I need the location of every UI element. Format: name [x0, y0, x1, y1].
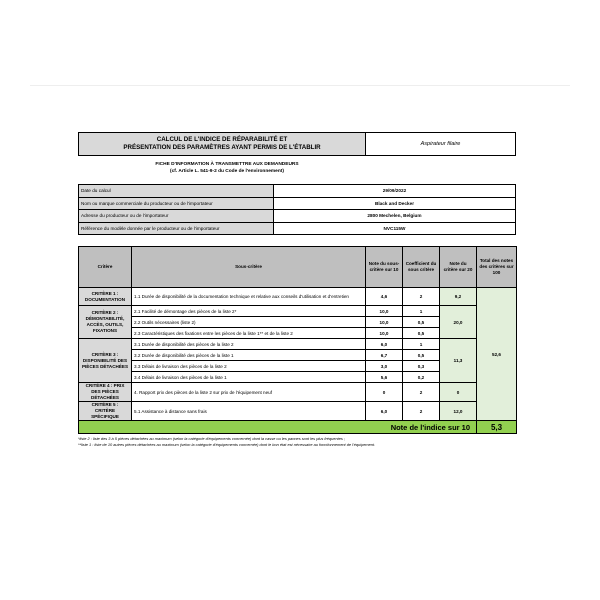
info-row: [79, 198, 515, 211]
subtitle-line-1: FICHE D'INFORMATION À TRANSMETTRE AUX DEMANDEURS: [155, 162, 299, 167]
info-value: NVC115W: [383, 225, 406, 231]
criterion-name: CRITÈRE 4 : PRIX DES PIÈCES DÉTACHÉES: [79, 383, 132, 402]
footnote-list-2: *liste 2 : liste des 3 à 5 pièces détachées au maximum (selon la catégorie d'équipements concernée) dont la casse ou les pannes sont les plus fréquentes ;: [78, 436, 345, 441]
top-divider: [30, 85, 570, 86]
table-row: [79, 402, 517, 421]
subcriterion-label: 3.4 Délais de livraison des pièces de la liste 1: [132, 372, 366, 383]
table-row: [79, 383, 517, 402]
final-score-value: 5,3: [477, 421, 517, 434]
subcriterion-note: 3,0: [366, 361, 403, 372]
col-header-total: Total des notes des critères sur 100: [477, 247, 517, 288]
criterion-name: CRITÈRE 5 : CRITÈRE SPÉCIFIQUE: [79, 402, 132, 421]
subcriterion-label: 1.1 Durée de disponibilité de la documentation technique et relative aux conseils d'utilisation et d'entretien: [132, 288, 366, 306]
info-value: 29/09/2022: [382, 188, 407, 194]
subcriterion-note: 5,6: [366, 372, 403, 383]
info-value: Black and Decker: [374, 200, 415, 206]
subcriterion-coef: 1: [403, 339, 440, 350]
footnote-list-1: **liste 1 : liste de 10 autres pièces détachées au maximum (selon la catégorie d'équipements concernée) dont le bon état est nécessaire au fonctionnement de l'équipement.: [78, 441, 376, 447]
table-row: [79, 288, 517, 306]
subcriterion-coef: 0,2: [403, 372, 440, 383]
criterion-name: CRITÈRE 3 : DISPONIBILITÉ DES PIÈCES DÉTACHÉES: [79, 339, 132, 383]
subcriterion-note: 6,0: [366, 339, 403, 350]
score-table: [78, 246, 517, 434]
info-label: Date du calcul: [79, 185, 274, 197]
subcriterion-coef: 0,5: [403, 350, 440, 361]
info-row: [79, 185, 515, 198]
table-header-row: [79, 247, 517, 288]
col-header-coefficient: Coefficient du sous critère: [403, 247, 440, 288]
footnotes: [78, 436, 516, 447]
criterion-score: 11,3: [440, 339, 477, 383]
info-label: Adresse du producteur ou de l'importateur: [79, 210, 274, 222]
subcriterion-label: 2.2 Outils nécessaires (liste 2): [132, 317, 366, 328]
final-score-row: [79, 421, 517, 434]
criterion-score: 20,0: [440, 306, 477, 339]
criterion-score: 12,0: [440, 402, 477, 421]
subcriterion-label: 3.3 Délais de livraison des pièces de la liste 2: [132, 361, 366, 372]
subcriterion-coef: 2: [403, 383, 440, 402]
col-header-criterion: Critère: [79, 247, 132, 288]
info-value: 2800 Mechelen, Belgium: [367, 213, 422, 219]
subcriterion-note: 10,0: [366, 306, 403, 317]
subcriterion-coef: 2: [403, 402, 440, 421]
repairability-sheet: [78, 132, 516, 447]
subcriterion-label: 2.1 Facilité de démontage des pièces de la liste 2*: [132, 306, 366, 317]
col-header-note: Note du sous-critère sur 10: [366, 247, 403, 288]
subcriterion-note: 4,6: [366, 288, 403, 306]
subcriterion-label: 5.1 Assistance à distance sans frais: [132, 402, 366, 421]
subcriterion-coef: 2: [403, 288, 440, 306]
criterion-score: 9,2: [440, 288, 477, 306]
sheet-title: [79, 133, 366, 155]
info-label: Nom ou marque commerciale du producteur ou de l'importateur: [79, 198, 274, 210]
subcriterion-coef: 0,5: [403, 328, 440, 339]
col-header-criterion-score: Note du critère sur 20: [440, 247, 477, 288]
info-row: [79, 223, 515, 235]
subcriterion-note: 6,0: [366, 402, 403, 421]
table-row: [79, 339, 517, 350]
subcriterion-coef: 0,3: [403, 361, 440, 372]
subcriterion-label: 4. Rapport prix des pièces de la liste 2 sur prix de l'équipement neuf: [132, 383, 366, 402]
subcriterion-note: 0: [366, 383, 403, 402]
info-table: [78, 184, 516, 235]
subcriterion-note: 10,0: [366, 328, 403, 339]
criterion-name: CRITÈRE 2 : DÉMONTABILITÉ, ACCÈS, OUTILS, FIXATIONS: [79, 306, 132, 339]
title-line-1: CALCUL DE L'INDICE DE RÉPARABILITÉ ET: [156, 136, 288, 143]
subcriterion-label: 3.2 Durée de disponibilité des pièces de la liste 1: [132, 350, 366, 361]
subtitle-line-2: (cf. Article L. 541-9-2 du Code de l'environnement): [170, 168, 284, 174]
col-header-subcriterion: Sous-critère: [132, 247, 366, 288]
table-row: [79, 306, 517, 317]
info-row: [79, 210, 515, 223]
subcriterion-label: 2.3 Caractéristiques des fixations entre les pièces de la liste 1** et de la liste 2: [132, 328, 366, 339]
final-score-label: Note de l'indice sur 10: [79, 421, 477, 434]
info-label: Référence du modèle donnée par le producteur ou de l'importateur: [79, 223, 274, 235]
sheet-subtitle: [78, 162, 516, 175]
subcriterion-coef: 1: [403, 306, 440, 317]
sheet-header: [78, 132, 516, 156]
subcriterion-note: 6,7: [366, 350, 403, 361]
title-line-2: PRÉSENTATION DES PARAMÈTRES AYANT PERMIS DE L'ÉTABLIR: [123, 144, 321, 151]
subcriterion-coef: 0,5: [403, 317, 440, 328]
criterion-name: CRITÈRE 1 : DOCUMENTATION: [79, 288, 132, 306]
product-type: Aspirateur filaire: [420, 141, 461, 147]
subcriterion-label: 3.1 Durée de disponibilité des pièces de la liste 2: [132, 339, 366, 350]
criterion-score: 0: [440, 383, 477, 402]
subcriterion-note: 10,0: [366, 317, 403, 328]
total-score: 52,6: [477, 288, 517, 421]
